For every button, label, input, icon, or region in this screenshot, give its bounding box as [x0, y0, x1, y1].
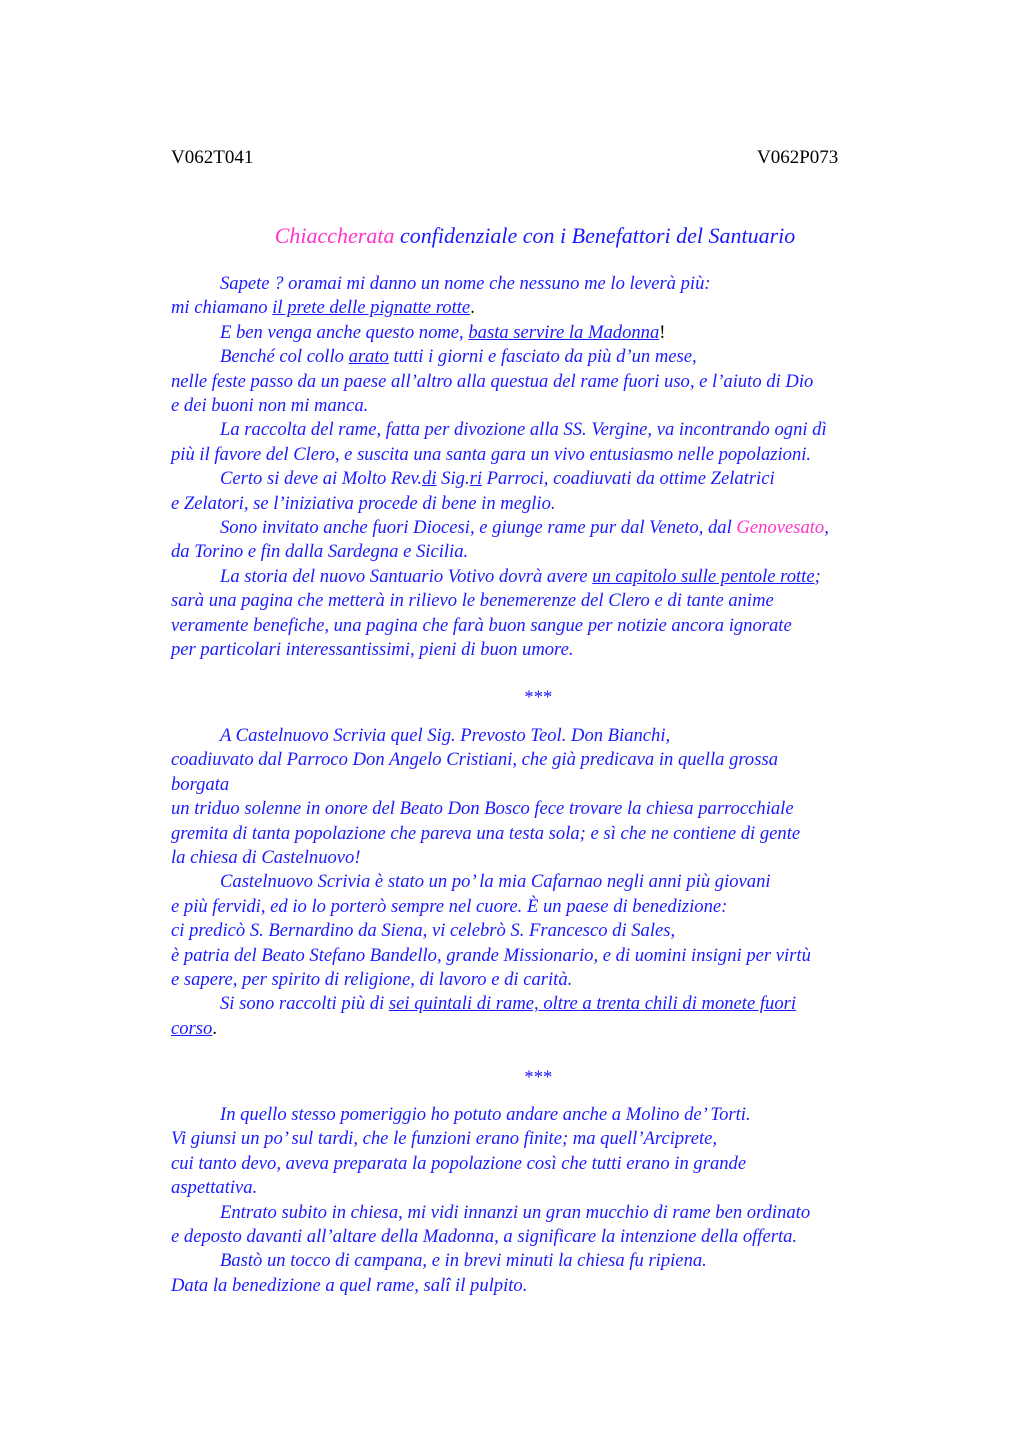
text-line: e Zelatori, se l’iniziativa procede di bene in meglio. — [171, 492, 556, 514]
section-separator: *** — [523, 1067, 552, 1088]
text-line: sarà una pagina che metterà in rilievo le benemerenze del Clero e di tante anime — [171, 590, 774, 612]
underlined-text: il prete delle pignatte rotte — [272, 297, 471, 319]
text-line: Bastò un tocco di campana, e in brevi minuti la chiesa fu ripiena. — [220, 1250, 707, 1272]
text-line: è patria del Beato Stefano Bandello, grande Missionario, e di uomini insigni per virtù — [171, 944, 811, 966]
text-line: borgata — [171, 773, 230, 795]
underlined-text: arato — [348, 346, 389, 368]
text-line: e sapere, per spirito di religione, di lavoro e di carità. — [171, 969, 573, 991]
text-line: per particolari interessantissimi, pieni di buon umore. — [171, 639, 574, 661]
text-line: E ben venga anche questo nome, basta servire la Madonna! — [220, 321, 666, 343]
page-title — [0, 222, 1024, 250]
text-line: Si sono raccolti più di sei quintali di rame, oltre a trenta chili di monete fuori — [220, 993, 797, 1015]
underlined-text: corso — [171, 1017, 213, 1039]
section-2 — [171, 724, 911, 1041]
underlined-text: basta servire la Madonna — [468, 321, 660, 343]
text-line: un triduo solenne in onore del Beato Don Bosco fece trovare la chiesa parrocchiale — [171, 798, 794, 820]
text-line: e più fervidi, ed io lo porterò sempre nel cuore. È un paese di benedizione: — [171, 895, 728, 917]
text-line: Data la benedizione a quel rame, salî il pulpito. — [171, 1274, 528, 1296]
text-line: A Castelnuovo Scrivia quel Sig. Prevosto Teol. Don Bianchi, — [220, 725, 671, 746]
underlined-text: un capitolo sulle pentole rotte — [592, 565, 815, 587]
text-line: Entrato subito in chiesa, mi vidi innanzi un gran mucchio di rame ben ordinato — [220, 1201, 811, 1223]
separator-1 — [171, 686, 911, 710]
text-line: Benché col collo arato tutti i giorni e fasciato da più d’un mese, — [220, 346, 697, 368]
text-line: corso. — [171, 1017, 217, 1039]
text-line: da Torino e fin dalla Sardegna e Sicilia. — [171, 541, 469, 563]
text-line: La raccolta del rame, fatta per divozione alla SS. Vergine, va incontrando ogni dì — [220, 419, 827, 441]
document-code-left: V062T041 — [171, 147, 254, 168]
text-line: cui tanto devo, aveva preparata la popolazione così che tutti erano in grande — [171, 1152, 747, 1174]
document-code-right: V062P073 — [757, 147, 839, 168]
text-line: la chiesa di Castelnuovo! — [171, 847, 361, 869]
section-separator: *** — [523, 687, 552, 708]
section-1 — [171, 272, 911, 663]
text-line: coadiuvato dal Parroco Don Angelo Cristiani, che già predicava in quella grossa — [171, 749, 778, 771]
title-rest: confidenziale con i Benefattori del Santuario — [394, 223, 796, 248]
title-highlight: Chiaccherata — [274, 223, 395, 248]
text-line: e dei buoni non mi manca. — [171, 395, 369, 417]
text-line: Certo si deve ai Molto Rev.di Sig.ri Parroci, coadiuvati da ottime Zelatrici — [220, 468, 775, 490]
text-line: mi chiamano il prete delle pignatte rotte. — [171, 297, 475, 319]
text-line: gremita di tanta popolazione che pareva una testa sola; e sì che ne contiene di gente — [171, 822, 801, 844]
text-line: ci predicò S. Bernardino da Siena, vi celebrò S. Francesco di Sales, — [171, 920, 676, 942]
separator-2 — [171, 1066, 911, 1090]
section-3 — [171, 1103, 911, 1298]
text-line: La storia del nuovo Santuario Votivo dovrà avere un capitolo sulle pentole rotte; — [220, 565, 821, 587]
text-line: Castelnuovo Scrivia è stato un po’ la mia Cafarnao negli anni più giovani — [220, 871, 771, 893]
highlighted-text: Genovesato — [736, 517, 825, 539]
text-line: Sono invitato anche fuori Diocesi, e giunge rame pur dal Veneto, dal Genovesato, — [220, 517, 829, 539]
text-line: veramente benefiche, una pagina che farà buon sangue per notizie ancora ignorate — [171, 614, 792, 636]
underlined-text: sei quintali di rame, oltre a trenta chili di monete fuori — [388, 993, 797, 1015]
text-line: nelle feste passo da un paese all’altro alla questua del rame fuori uso, e l’aiuto di Dio — [171, 370, 814, 392]
underlined-text: di — [422, 468, 437, 490]
underlined-text: ri — [469, 468, 482, 490]
text-line: e deposto davanti all’altare della Madonna, a significare la intenzione della offerta. — [171, 1226, 798, 1248]
text-line: Vi giunsi un po’ sul tardi, che le funzioni erano finite; ma quell’Arciprete, — [171, 1128, 718, 1150]
text-line: più il favore del Clero, e suscita una santa gara un vivo entusiasmo nelle popolazioni. — [171, 443, 812, 465]
text-line: In quello stesso pomeriggio ho potuto andare anche a Molino de’ Torti. — [220, 1104, 751, 1125]
text-line: Sapete ? oramai mi danno un nome che nessuno me lo leverà più: — [220, 273, 711, 294]
text-line: aspettativa. — [171, 1177, 258, 1199]
